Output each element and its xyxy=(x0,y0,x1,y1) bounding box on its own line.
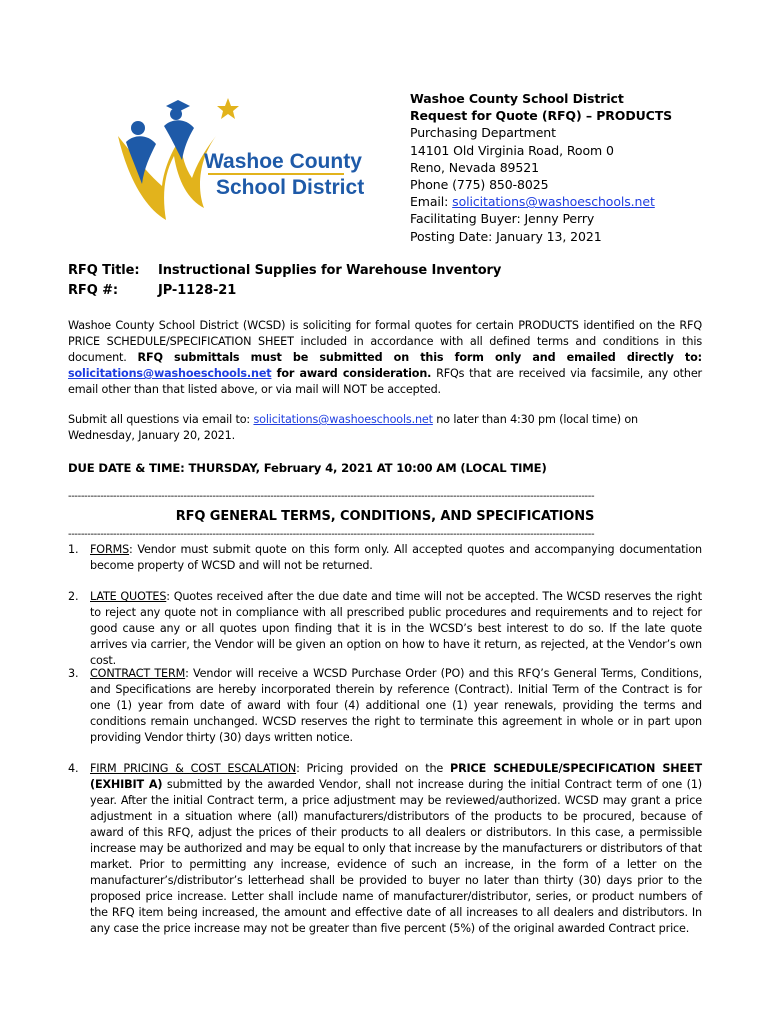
item-heading: LATE QUOTES xyxy=(90,590,167,603)
department: Purchasing Department xyxy=(410,125,556,141)
item-text: : Vendor will receive a WCSD Purchase Order (PO) and this RFQ’s General Terms, Conditions, and Specifications are hereby incorporated therein by reference (Contract). Initial Term of the Contract is for one (1) year from date of award with four (4) additional one (1) year renewals, providing the terms and conditions remain unchanged. WCSD reserves the right to terminate this agreement in whole or in part upon providing Vendor thirty (30) days written notice. xyxy=(90,667,702,744)
term-item-contract-term xyxy=(68,666,702,746)
address-line1: 14101 Old Virginia Road, Room 0 xyxy=(410,142,614,158)
address-line2: Reno, Nevada 89521 xyxy=(410,159,539,175)
section-title: RFQ GENERAL TERMS, CONDITIONS, AND SPECIFICATIONS xyxy=(175,509,595,524)
questions-text: Submit all questions via email to: xyxy=(68,413,254,426)
request-type: Request for Quote (RFQ) – PRODUCTS xyxy=(410,108,673,124)
header-email-link[interactable]: solicitations@washoeschools.net xyxy=(452,194,655,210)
item-heading: CONTRACT TERM xyxy=(90,667,186,680)
item-number: 2. xyxy=(68,590,79,603)
intro-paragraph xyxy=(68,318,702,398)
intro-end: RFQs that are received via facsimile, any other email other than that listed above, or via mail will NOT be accepted. xyxy=(68,367,702,396)
item-number: 3. xyxy=(68,667,79,680)
rfq-number-row xyxy=(68,283,236,298)
logo-line1: Washoe County xyxy=(204,150,362,173)
rfq-title-value: Instructional Supplies for Warehouse Inventory xyxy=(158,263,502,278)
item-text: : Vendor must submit quote on this form only. All accepted quotes and accompanying documentation become property of WCSD and will not be returned. xyxy=(90,543,702,572)
header-block xyxy=(410,90,750,245)
intro-email-link[interactable]: solicitations@washoeschools.net xyxy=(68,367,272,380)
intro-text: Washoe County School District (WCSD) is soliciting for formal quotes for certain PRODUCTS identified on the RFQ PRICE SCHEDULE/SPECIFICATION SHEET included in accordance with all defined terms and conditions in this document. xyxy=(68,319,702,364)
questions-email-link[interactable]: solicitations@washoeschools.net xyxy=(253,413,433,426)
org-name: Washoe County School District xyxy=(410,91,624,106)
intro-bold: RFQ submittals must be submitted on this form only and emailed directly to: xyxy=(137,351,702,364)
item-number: 1. xyxy=(68,543,79,556)
item-number: 4. xyxy=(68,762,79,775)
due-date: DUE DATE & TIME: THURSDAY, February 4, 2021 AT 10:00 AM (LOCAL TIME) xyxy=(68,461,547,475)
rfq-title-label: RFQ Title: xyxy=(68,263,140,278)
district-logo xyxy=(104,96,364,226)
divider-bottom: -------------------------------------------------------------------------------------------------------------------------------------------------------------------- xyxy=(68,530,595,540)
term-item-forms xyxy=(68,542,702,574)
rfq-title-row xyxy=(68,263,501,278)
buyer: Facilitating Buyer: Jenny Perry xyxy=(410,211,595,227)
term-item-firm-pricing xyxy=(68,761,702,937)
questions-end: no later than 4:30 pm (local time) on Wednesday, January 20, 2021. xyxy=(68,413,638,442)
questions-paragraph xyxy=(68,412,702,444)
divider-top: -------------------------------------------------------------------------------------------------------------------------------------------------------------------- xyxy=(68,492,595,502)
item-text: : Quotes received after the due date and time will not be accepted. The WCSD reserves the right to reject any quote not in compliance with all prescribed public procedures and requirements and to reject for good cause any or all quotes upon finding that it is in the WCSD’s best interest to do so. If the late quote arrives via carrier, the Vendor will be given an option on how to have it return, as rejected, at the Vendor’s own cost. xyxy=(90,590,702,667)
intro-bold2: for award consideration. xyxy=(271,367,432,380)
item-text: : Pricing provided on the xyxy=(296,762,451,775)
rfq-number-value: JP-1128-21 xyxy=(158,283,237,298)
email-label: Email: xyxy=(410,194,453,210)
email-row xyxy=(410,193,750,210)
item-heading: FIRM PRICING & COST ESCALATION xyxy=(90,762,297,775)
posting-date: Posting Date: January 13, 2021 xyxy=(410,228,602,244)
item-bold: PRICE SCHEDULE/SPECIFICATION SHEET (EXHIBIT A) xyxy=(90,762,702,791)
item-text-cont: submitted by the awarded Vendor, shall not increase during the initial Contract term of one (1) year. After the initial Contract term, a price adjustment may be reviewed/authorized. WCSD may grant a price adjustment in a situation where (all) manufacturers/distributors of the products to be procured, because of award of this RFQ, adjust the prices of their products to all dealers or distributors. In this case, a permissible increase may be authorized and may be equal to only that increase by the manufacturers or distributors of that market. Prior to permitting any increase, evidence of such an increase, in the form of a letter on the manufacturer’s/distributor’s letterhead shall be provided to buyer no later than thirty (30) days prior to the proposed price increase. Letter shall include name of manufacturer/distributor, series, or product numbers of the RFQ item being increased, the amount and effective date of all increases to all dealers and distributors. In any case the price increase may not be greater than five percent (5%) of the original awarded Contract price. xyxy=(90,778,702,935)
logo-line2: School District xyxy=(216,176,364,199)
phone: Phone (775) 850-8025 xyxy=(410,177,549,193)
term-item-late-quotes xyxy=(68,589,702,669)
item-heading: FORMS xyxy=(90,543,130,556)
rfq-number-label: RFQ #: xyxy=(68,283,118,298)
